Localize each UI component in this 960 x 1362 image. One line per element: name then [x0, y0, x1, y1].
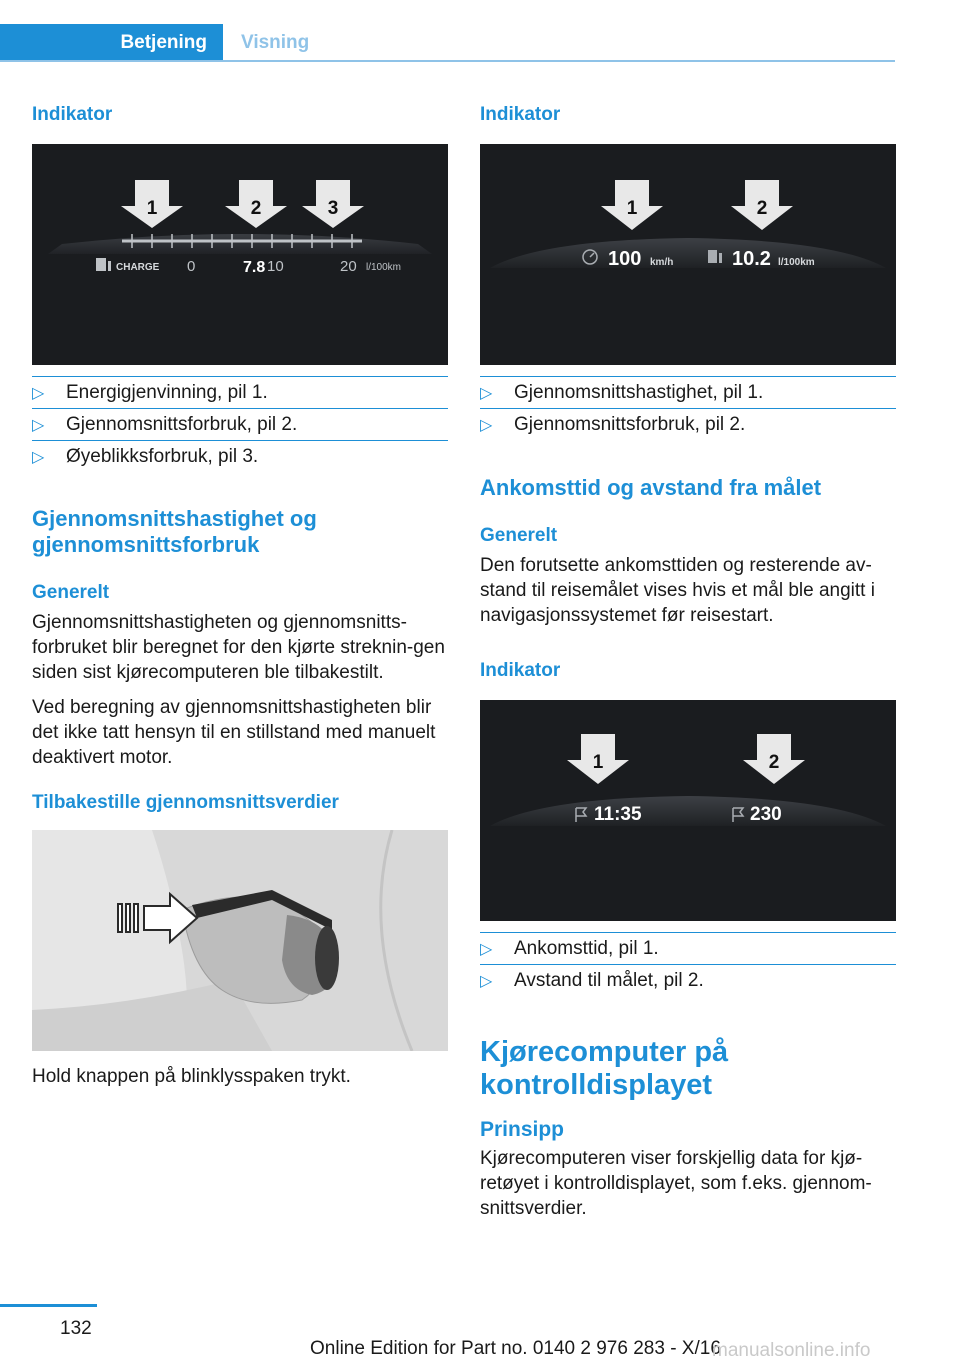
triangle-bullet-icon: ▷ — [32, 385, 45, 402]
consumption-display-figure — [32, 144, 448, 365]
triangle-bullet-icon: ▷ — [32, 449, 45, 466]
average-speed-value: 100 — [608, 248, 642, 270]
chapter-heading: Kjørecomputer på kontrolldisplayet — [480, 1036, 729, 1101]
tab-betjening[interactable]: Betjening — [0, 24, 223, 60]
triangle-bullet-icon: ▷ — [32, 417, 45, 434]
section-heading: Ankomsttid og avstand fra målet — [480, 475, 822, 500]
svg-text:2: 2 — [756, 198, 768, 219]
header-tabs — [0, 24, 895, 62]
consumption-value: 7.8 — [243, 259, 266, 276]
arrow-2-icon — [225, 180, 287, 228]
average-consumption-value: 10.2 — [732, 248, 771, 270]
display-bezel — [48, 234, 432, 254]
display-bezel — [490, 796, 886, 826]
figure-caption: Indikator — [480, 660, 561, 681]
unit-label: l/100km — [366, 262, 402, 273]
arrow-1-icon — [567, 734, 629, 784]
body-paragraph: Ved beregning av gjennomsnittshastigheten blir det ikke tatt hensyn til en stillstand med manuelt deaktivert motor. — [32, 697, 436, 768]
bullet-list — [32, 376, 448, 472]
list-item: ▷ Gjennomsnittshastighet, pil 1. — [480, 377, 896, 409]
svg-text:2: 2 — [250, 198, 262, 219]
subheading: Generelt — [480, 525, 558, 546]
scale-0-label: 0 — [187, 258, 196, 275]
turn-signal-lever-figure — [32, 830, 448, 1051]
figure-caption: Indikator — [480, 104, 561, 125]
svg-text:1: 1 — [626, 198, 638, 219]
scale-10-label: 10 — [267, 258, 284, 275]
arrow-3-icon — [302, 180, 364, 228]
svg-text:1: 1 — [146, 198, 158, 219]
arrival-distance-illustration — [480, 700, 896, 921]
turn-signal-lever-illustration — [32, 830, 448, 1051]
svg-text:1: 1 — [592, 752, 604, 773]
footer-rule — [0, 1304, 97, 1307]
list-item: ▷ Ankomsttid, pil 1. — [480, 933, 896, 965]
figure-caption: Indikator — [32, 104, 113, 125]
fuel-pump-icon — [96, 258, 111, 271]
arrow-1-icon — [121, 180, 183, 228]
triangle-bullet-icon: ▷ — [480, 941, 493, 958]
subheading: Generelt — [32, 582, 110, 603]
speed-consumption-display-figure — [480, 144, 896, 365]
arrow-2-icon — [731, 180, 793, 230]
header-divider — [0, 60, 895, 62]
arrival-time-value: 11:35 — [594, 804, 642, 825]
distance-value: 230 — [750, 804, 782, 825]
right-column — [480, 102, 896, 1221]
bullet-list — [480, 376, 896, 440]
svg-text:2: 2 — [768, 752, 780, 773]
body-paragraph: Kjørecomputeren viser forskjellig data for kjø-retøyet i kontrolldisplayet, som f.eks. gjennom-snittsverdier. — [480, 1148, 872, 1219]
body-paragraph: Gjennomsnittshastigheten og gjennomsnitts-forbruket blir beregnet for den kjørte streknin-gen siden sist kjørecomputeren ble tilbakestilt. — [32, 612, 445, 683]
edition-note: Online Edition for Part no. 0140 2 976 283 - X/16 — [310, 1338, 721, 1359]
speed-unit: km/h — [650, 257, 674, 268]
subheading: Prinsipp — [480, 1118, 565, 1141]
list-item: ▷ Energigjenvinning, pil 1. — [32, 377, 448, 409]
subheading: Tilbakestille gjennomsnittsverdier — [32, 792, 339, 813]
display-bezel — [490, 238, 886, 268]
arrival-distance-display-figure — [480, 700, 896, 921]
consumption-unit: l/100km — [778, 257, 815, 268]
arrow-1-icon — [601, 180, 663, 230]
speed-consumption-illustration — [480, 144, 896, 365]
watermark: manualsonline.info — [712, 1340, 871, 1361]
tab-visning[interactable]: Visning — [241, 32, 310, 53]
triangle-bullet-icon: ▷ — [480, 385, 493, 402]
left-column — [32, 102, 448, 1089]
list-item: ▷ Gjennomsnittsforbruk, pil 2. — [480, 409, 896, 440]
triangle-bullet-icon: ▷ — [480, 417, 493, 434]
svg-text:3: 3 — [327, 198, 339, 219]
section-heading: Gjennomsnittshastighet og gjennomsnittsforbruk — [32, 506, 317, 557]
page-number: 132 — [60, 1318, 92, 1339]
bullet-list — [480, 932, 896, 996]
arrow-2-icon — [743, 734, 805, 784]
charge-label: CHARGE — [116, 262, 160, 273]
body-paragraph: Hold knappen på blinklysspaken trykt. — [32, 1066, 351, 1087]
list-item: ▷ Gjennomsnittsforbruk, pil 2. — [32, 409, 448, 441]
consumption-display-illustration — [32, 144, 448, 365]
list-item: ▷ Avstand til målet, pil 2. — [480, 965, 896, 996]
triangle-bullet-icon: ▷ — [480, 973, 493, 990]
list-item: ▷ Øyeblikksforbruk, pil 3. — [32, 441, 448, 472]
scale-20-label: 20 — [340, 258, 357, 275]
body-paragraph: Den forutsette ankomsttiden og resterende av-stand til reisemålet vises hvis et mål ble angitt i navigasjonssystemet før reisestart. — [480, 555, 875, 626]
